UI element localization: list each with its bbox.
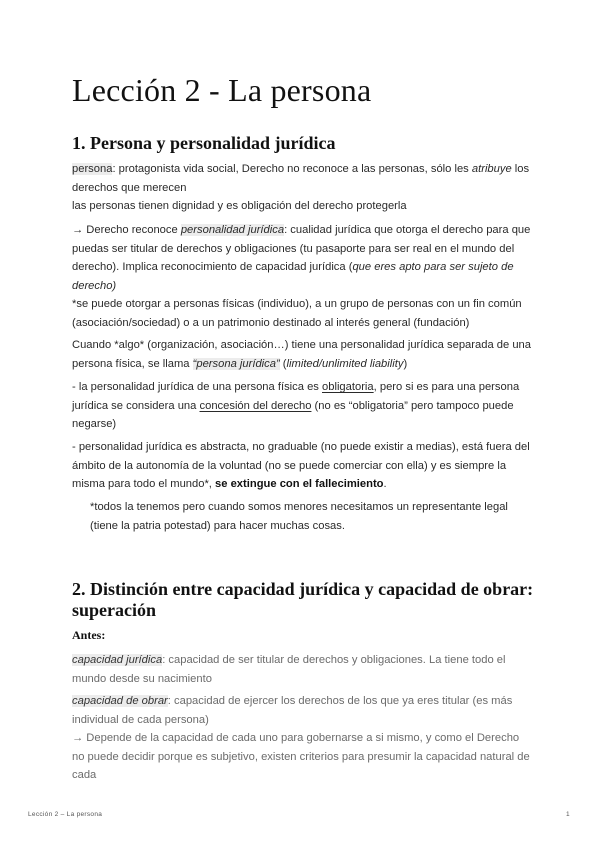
italic-text: que eres apto para ser sujeto de derecho) xyxy=(72,261,514,292)
paragraph-dignidad: las personas tienen dignidad y es obligación del derecho protegerla xyxy=(72,200,407,212)
paragraph-persona xyxy=(72,160,532,197)
text: . xyxy=(383,478,387,490)
text: : capacidad de ser titular de derechos y obligaciones. La tiene todo el mundo desde su nacimiento xyxy=(72,654,506,685)
antes-label: Antes: xyxy=(72,628,106,642)
section-1-heading: 1. Persona y personalidad jurídica xyxy=(72,133,336,153)
text: Cuando *algo* (organización, asociación…) tiene una personalidad jurídica separada de una persona física, se llama xyxy=(72,339,531,370)
page-number: 1 xyxy=(566,811,570,818)
paragraph-personalidad xyxy=(72,221,532,295)
note-menores: *todos la tenemos pero cuando somos menores necesitamos un representante legal (tiene la patria potestad) para hacer muchas cosas. xyxy=(90,501,508,532)
text: → Derecho reconoce xyxy=(72,224,181,236)
italic-text: atribuye xyxy=(471,163,512,175)
term-capacidad-obrar: capacidad de obrar xyxy=(72,695,168,707)
text: los derechos que merecen xyxy=(72,163,530,194)
paragraph-abstracta xyxy=(72,438,532,494)
underlined-concesion: concesión del derecho xyxy=(199,399,312,412)
bold-text: se extingue con el fallecimiento xyxy=(215,478,384,490)
text: : capacidad de ejercer los derechos de los que ya eres titular (es más individual de cada persona) xyxy=(72,695,513,726)
text: : cualidad jurídica que otorga el derecho para que puedas ser titular de derechos y obligaciones (tu pasaporte para ser real en el mundo del derecho). Implica reconocimiento de capacidad jurídica ( xyxy=(72,224,531,273)
paragraph-obligatoria xyxy=(72,378,532,434)
text: , pero si es para una persona jurídica se considera una xyxy=(72,381,520,412)
text: - personalidad jurídica es abstracta, no graduable (no puede existir a medias), está fuera del ámbito de la autonomía de la voluntad (no se puede comerciar con ella) y es siempre la misma para todo el mundo*, xyxy=(72,441,530,490)
term-persona: persona xyxy=(72,163,113,175)
term-capacidad-juridica: capacidad jurídica xyxy=(72,654,163,666)
text: - la personalidad jurídica de una persona física es xyxy=(72,381,323,393)
page-title: Lección 2 - La persona xyxy=(72,72,372,108)
underlined-obligatoria: obligatoria xyxy=(322,381,374,393)
paragraph-capacidad-obrar xyxy=(72,692,532,729)
term-personalidad-juridica: personalidad jurídica xyxy=(180,224,285,236)
text: ) xyxy=(403,357,408,370)
paragraph-persona-juridica xyxy=(72,336,532,373)
label-antes xyxy=(72,626,532,646)
text: ( xyxy=(279,357,287,370)
paragraph-otorgar: *se puede otorgar a personas físicas (individuo), a un grupo de personas con un fin común (asociación/sociedad) o a un patrimonio destinado al interés general (fundación) xyxy=(72,298,522,329)
text: : protagonista vida social, Derecho no reconoce a las personas, sólo les xyxy=(112,163,472,175)
text: (no es “obligatoria” pero tampoco puede negarse) xyxy=(72,399,514,430)
section-2-heading: 2. Distinción entre capacidad jurídica y capacidad de obrar: superación xyxy=(72,579,534,620)
italic-text: limited/unlimited liability xyxy=(286,357,404,370)
term-persona-juridica: “persona jurídica” xyxy=(192,357,280,370)
paragraph-capacidad-juridica xyxy=(72,651,532,688)
footer-title: Lección 2 – La persona xyxy=(28,811,103,818)
paragraph-depende: → Depende de la capacidad de cada uno para gobernarse a si mismo, y como el Derecho no puede decidir porque es subjetivo, existen criterios para presumir la capacidad natural de cada xyxy=(72,732,530,781)
